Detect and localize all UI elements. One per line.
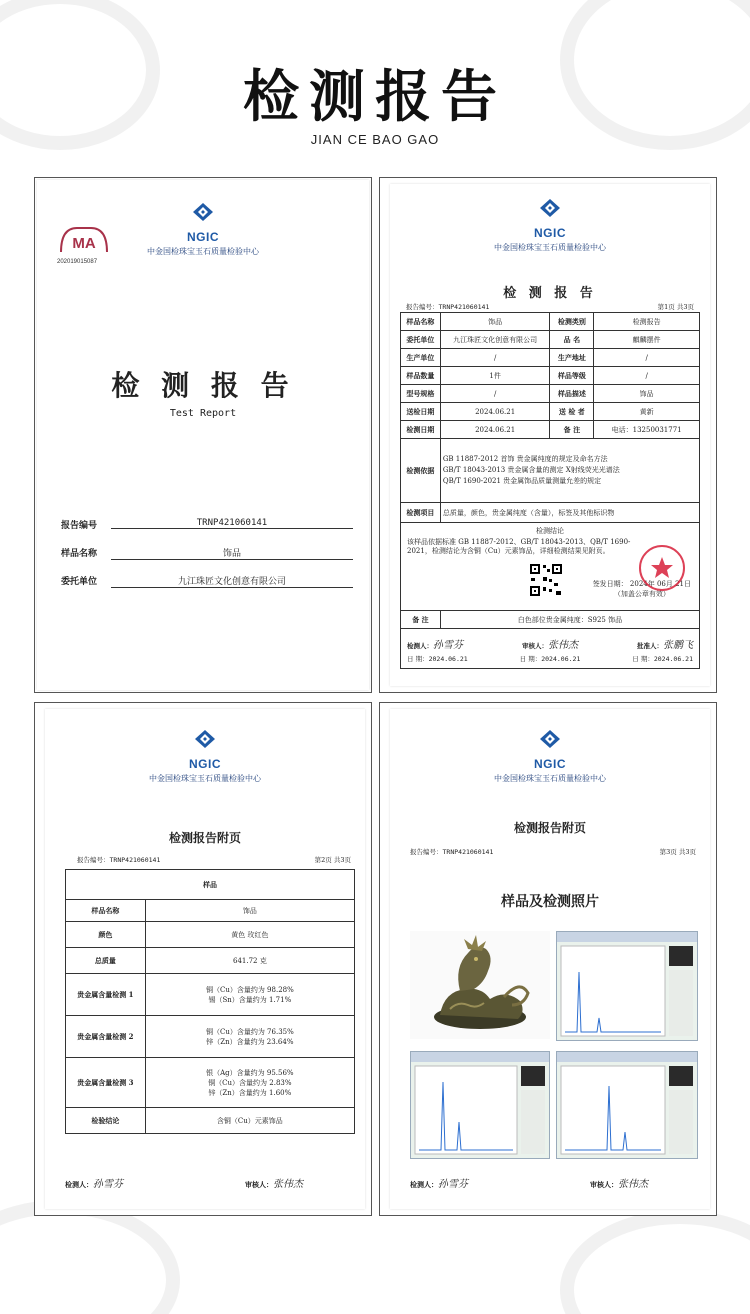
sample-name-value: 饰品 xyxy=(111,546,353,560)
ngic-logo-text: NGIC xyxy=(534,757,566,771)
field-label: 报告编号 xyxy=(61,521,98,531)
info-value: 2024.06.21 xyxy=(440,421,550,439)
info-label: 型号规格 xyxy=(401,385,441,403)
info-label: 备 注 xyxy=(550,421,594,439)
basis-cell xyxy=(440,439,699,503)
report-number-value: TRNP421060141 xyxy=(442,848,494,856)
info-value: 饰品 xyxy=(440,313,550,331)
info-label: 生产单位 xyxy=(401,349,441,367)
info-row xyxy=(401,331,700,349)
appendix-value-line: 铜（Cu）含量约为 76.35% xyxy=(205,1027,294,1036)
appendix-value-line: 锌（Zn）含量约为 1.60% xyxy=(208,1088,292,1097)
info-value: 饰品 xyxy=(594,385,700,403)
report-number-label: 报告编号： xyxy=(77,856,110,864)
appendix-value-line: 银（Ag）含量约为 95.56% xyxy=(206,1068,294,1077)
page-indicator: 第3页 共3页 xyxy=(659,848,696,856)
appendix-label: 检验结论 xyxy=(66,1108,146,1134)
ma-logo-icon xyxy=(57,224,111,254)
appendix-value-line: 黄色 玫红色 xyxy=(231,930,269,939)
ma-logo-text: MA xyxy=(72,235,96,252)
qr-code-icon xyxy=(529,563,563,597)
appendix-value-line: 铜（Cu）含量约为 98.28% xyxy=(205,985,294,994)
info-label: 品 名 xyxy=(550,331,594,349)
basis-line: GB/T 18043-2013 贵金属含量的测定 X射线荧光光谱法 xyxy=(442,466,620,474)
field-label: 委托单位 xyxy=(61,577,98,587)
items-value: 总质量，颜色，贵金属纯度（含量），标签及其他标识物 xyxy=(440,503,699,523)
info-label: 样品数量 xyxy=(401,367,441,385)
reviewer-label: 审核人： xyxy=(522,641,548,650)
ngic-header xyxy=(480,198,620,253)
report-number-label: 报告编号： xyxy=(406,303,439,311)
info-label: 送检日期 xyxy=(401,403,441,421)
approver-date xyxy=(632,654,693,663)
tester-label: 检测人： xyxy=(410,1180,438,1189)
photos-tester xyxy=(410,1175,468,1190)
report-cover-panel xyxy=(34,177,372,693)
date-value: 2024.06.21 xyxy=(653,654,693,663)
tester-signature: 孙雪芬 xyxy=(433,639,463,651)
report-photos-page xyxy=(390,709,710,1209)
appendix-reviewer xyxy=(245,1175,303,1190)
spectrum-screenshot-2 xyxy=(410,1051,550,1159)
stamp-note: （加盖公章有效） xyxy=(613,590,670,598)
items-label: 检测项目 xyxy=(401,503,441,523)
appendix-value-line: 饰品 xyxy=(242,906,257,915)
official-stamp-icon xyxy=(637,543,687,593)
appendix-row xyxy=(66,1058,355,1108)
appendix-title: 检测报告附页 xyxy=(168,831,241,845)
ngic-header xyxy=(133,202,273,257)
appendix-row xyxy=(66,948,355,974)
ngic-diamond-icon xyxy=(539,198,561,218)
remark-label: 备 注 xyxy=(401,611,441,629)
date-value: 2024.06.21 xyxy=(541,654,581,663)
background-ornament xyxy=(0,1200,180,1314)
appendix-value xyxy=(145,922,354,948)
signature-cell xyxy=(401,629,700,669)
tester xyxy=(407,636,463,651)
appendix-row xyxy=(66,922,355,948)
report-number-line xyxy=(410,847,493,856)
cover-subtitle: Test Report xyxy=(169,408,237,419)
remark-value: 白色部位贵金属纯度：S925 饰品 xyxy=(440,611,699,629)
appendix-value-line: 641.72 克 xyxy=(233,956,267,965)
report-main-page xyxy=(390,184,710,686)
reviewer-label: 审核人： xyxy=(590,1180,618,1189)
report-number-value: TRNP421060141 xyxy=(111,518,353,529)
approver xyxy=(637,636,693,651)
report-info-table xyxy=(400,312,700,669)
report-cover-page xyxy=(37,180,369,690)
testing-center-name: 中金国检珠宝玉石质量检验中心 xyxy=(149,774,261,783)
info-row xyxy=(401,421,700,439)
date-label: 日 期： xyxy=(632,654,654,663)
info-label: 样品等级 xyxy=(550,367,594,385)
conclusion-cell xyxy=(401,523,700,611)
info-value: 2024.06.21 xyxy=(440,403,550,421)
ngic-logo-text: NGIC xyxy=(189,757,221,771)
page-indicator: 第1页 共3页 xyxy=(657,303,694,311)
appendix-row xyxy=(66,1016,355,1058)
appendix-label: 贵金属含量检测 2 xyxy=(66,1016,146,1058)
ngic-diamond-icon xyxy=(194,729,216,749)
report-number-value: TRNP421060141 xyxy=(109,856,161,864)
report-main-panel xyxy=(379,177,717,693)
info-row xyxy=(401,385,700,403)
basis-label: 检测依据 xyxy=(401,439,441,503)
tester-label: 检测人： xyxy=(407,641,433,650)
page-title: 检测报告 xyxy=(243,64,507,130)
report-number-value: TRNP421060141 xyxy=(438,303,490,311)
spectrum-chart-icon xyxy=(557,1052,697,1158)
approver-signature: 张鹏飞 xyxy=(663,639,693,651)
appendix-value xyxy=(145,1108,354,1134)
appendix-label: 颜色 xyxy=(66,922,146,948)
signature-row xyxy=(401,632,699,651)
report-title: 检 测 报 告 xyxy=(503,286,597,301)
approver-label: 批准人： xyxy=(637,641,663,650)
report-appendix-page xyxy=(45,709,365,1209)
info-value: / xyxy=(440,349,550,367)
testing-center-name: 中金国检珠宝玉石质量检验中心 xyxy=(494,243,606,252)
spectrum-chart-icon xyxy=(411,1052,549,1158)
sign-date: 签发日期： 2024年 06月 21日 xyxy=(592,580,691,588)
appendix-tester xyxy=(65,1175,123,1190)
appendix-value xyxy=(145,1058,354,1108)
tester-signature: 孙雪芬 xyxy=(93,1179,123,1190)
info-row xyxy=(401,367,700,385)
appendix-value-line: 铜（Cu）含量约为 2.83% xyxy=(208,1078,292,1087)
reviewer-signature: 张伟杰 xyxy=(273,1179,303,1190)
field-report-no xyxy=(61,518,353,546)
info-label: 送 检 者 xyxy=(550,403,594,421)
info-value: 麒麟摆件 xyxy=(594,331,700,349)
info-value: / xyxy=(594,367,700,385)
appendix-value xyxy=(145,900,354,922)
client-value: 九江珠匠文化创意有限公司 xyxy=(111,574,353,588)
field-sample-name xyxy=(61,546,353,574)
ngic-logo-text: NGIC xyxy=(534,226,566,240)
ma-certification-logo xyxy=(57,224,111,265)
info-value: / xyxy=(594,349,700,367)
reviewer-signature: 张伟杰 xyxy=(618,1179,648,1190)
info-value: 电话：13250031771 xyxy=(594,421,700,439)
info-label: 检测类别 xyxy=(550,313,594,331)
appendix-row xyxy=(66,900,355,922)
date-label: 日 期： xyxy=(519,654,542,663)
reviewer-date xyxy=(520,654,581,663)
field-label: 样品名称 xyxy=(61,549,98,559)
date-row xyxy=(401,651,699,666)
info-row xyxy=(401,349,700,367)
report-photos-panel xyxy=(379,702,717,1216)
basis-line: GB 11887-2012 首饰 贵金属纯度的规定及命名方法 xyxy=(442,455,608,463)
appendix-value-line: 含铜（Cu）元素饰品 xyxy=(216,1116,283,1125)
info-label: 样品名称 xyxy=(401,313,441,331)
info-row xyxy=(401,313,700,331)
appendix-row xyxy=(66,974,355,1016)
page-indicator: 第2页 共3页 xyxy=(314,856,351,864)
date-label: 日 期： xyxy=(407,654,429,663)
info-label: 生产地址 xyxy=(550,349,594,367)
info-value: 九江珠匠文化创意有限公司 xyxy=(440,331,550,349)
appendix-value-line: 锡（Sn）含量约为 1.71% xyxy=(208,995,292,1004)
spectrum-screenshot-3 xyxy=(556,1051,698,1159)
dragon-figurine-icon xyxy=(410,931,550,1039)
appendix-label: 总质量 xyxy=(66,948,146,974)
testing-center-name: 中金国检珠宝玉石质量检验中心 xyxy=(147,247,259,256)
reviewer-signature: 张伟杰 xyxy=(548,639,578,651)
info-value: 检测报告 xyxy=(594,313,700,331)
ngic-diamond-icon xyxy=(192,202,214,222)
report-number-line xyxy=(77,855,160,864)
report-appendix-panel xyxy=(34,702,372,1216)
reviewer-label: 审核人： xyxy=(245,1180,273,1189)
info-label: 样品描述 xyxy=(550,385,594,403)
ngic-header xyxy=(135,729,275,784)
report-number-label: 报告编号： xyxy=(410,848,443,856)
appendix-header-cell: 样品 xyxy=(66,870,355,900)
appendix-value xyxy=(145,948,354,974)
page-subtitle: JIAN CE BAO GAO xyxy=(310,132,440,147)
ngic-logo-text: NGIC xyxy=(187,230,219,244)
ngic-header xyxy=(480,729,620,784)
info-row xyxy=(401,403,700,421)
info-label: 检测日期 xyxy=(401,421,441,439)
date-value: 2024.06.21 xyxy=(428,654,468,663)
photos-reviewer xyxy=(590,1175,648,1190)
conclusion-title: 检测结论 xyxy=(536,527,564,535)
info-value: 黄新 xyxy=(594,403,700,421)
appendix-value xyxy=(145,1016,354,1058)
appendix-label: 贵金属含量检测 3 xyxy=(66,1058,146,1108)
appendix-value xyxy=(145,974,354,1016)
cover-title: 检 测 报 告 xyxy=(111,369,295,402)
info-label: 委托单位 xyxy=(401,331,441,349)
appendix-label: 贵金属含量检测 1 xyxy=(66,974,146,1016)
testing-center-name: 中金国检珠宝玉石质量检验中心 xyxy=(494,774,606,783)
photos-page-title: 检测报告附页 xyxy=(513,821,586,835)
background-ornament xyxy=(560,1210,750,1314)
spectrum-screenshot-1 xyxy=(556,931,698,1041)
appendix-label: 样品名称 xyxy=(66,900,146,922)
spectrum-chart-icon xyxy=(557,932,697,1040)
reviewer xyxy=(522,636,578,651)
conclusion-text: 该样品依据标准 GB 11887-2012、GB/T 18043-2013、QB/T 1690-2021，检测结论为含铜（Cu）元素饰品，详细检测结果见附页。 xyxy=(407,538,631,555)
info-value: / xyxy=(440,385,550,403)
sample-photo xyxy=(410,931,550,1039)
tester-date xyxy=(407,654,468,663)
ngic-diamond-icon xyxy=(539,729,561,749)
appendix-row xyxy=(66,1108,355,1134)
basis-line: QB/T 1690-2021 贵金属饰品质量测量允差的规定 xyxy=(442,477,602,485)
report-number-line xyxy=(406,302,489,311)
field-client xyxy=(61,574,353,602)
appendix-table xyxy=(65,869,355,1134)
appendix-value-line: 锌（Zn）含量约为 23.64% xyxy=(206,1037,294,1046)
info-value: 1件 xyxy=(440,367,550,385)
ma-code: 202019015087 xyxy=(57,259,98,265)
tester-label: 检测人： xyxy=(65,1180,93,1189)
cover-fields xyxy=(61,518,353,602)
photos-title: 样品及检测照片 xyxy=(501,894,599,910)
page-header xyxy=(0,64,750,147)
tester-signature: 孙雪芬 xyxy=(438,1179,468,1190)
